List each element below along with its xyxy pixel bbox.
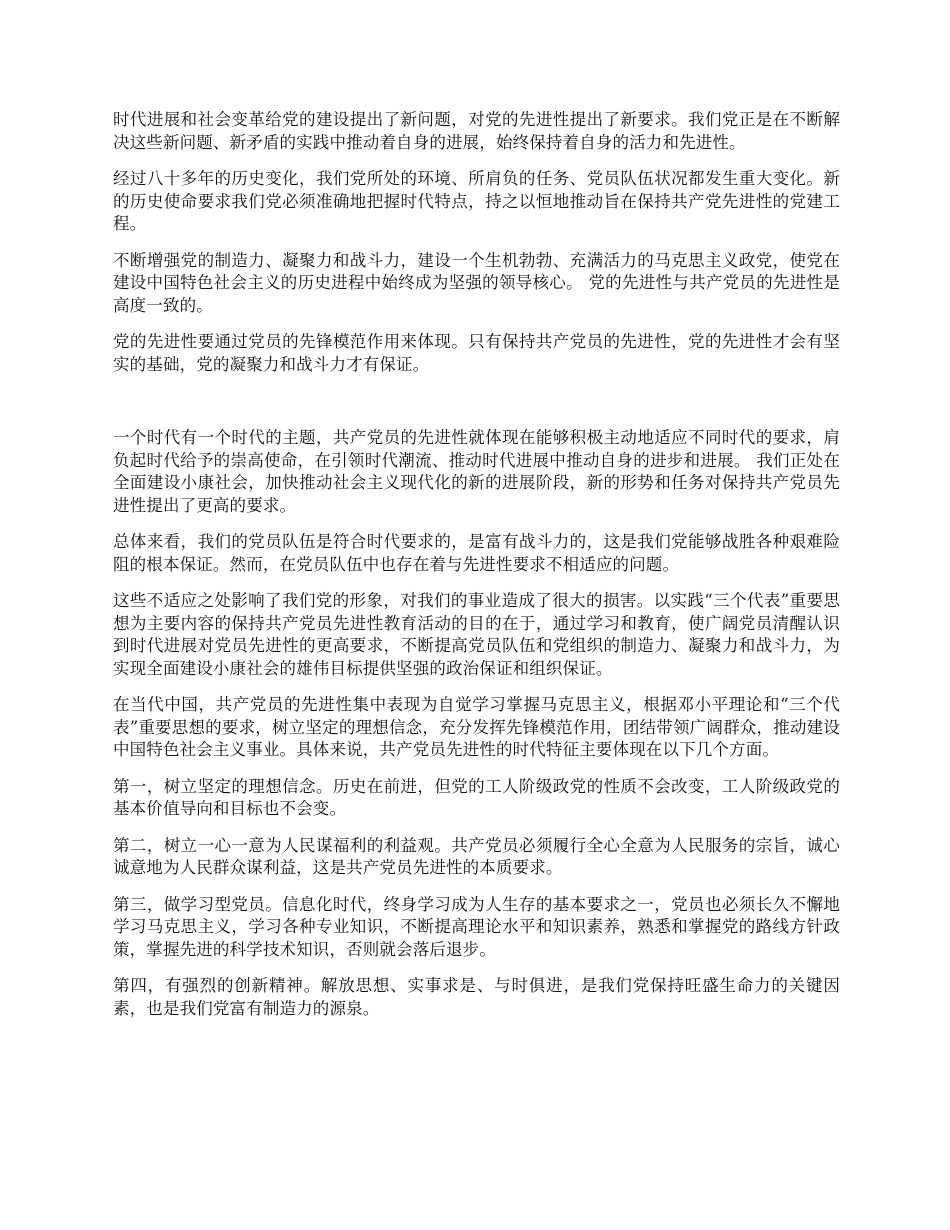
paragraph: 第一，树立坚定的理想信念。历史在前进，但党的工人阶级政党的性质不会改变，工人阶级政党的基本价值导向和目标也不会变。 bbox=[113, 776, 840, 818]
paragraph: 这些不适应之处影响了我们党的形象，对我们的事业造成了很大的损害。以实践“三个代表”重要思想为主要内容的保持共产党员先进性教育活动的目的在于，通过学习和教育，使广阔党员清醒认识到时代进展对党员先进性的更高要求，不断提高党员队伍和党组织的制造力、凝聚力和战斗力，为实现全面建设小康社会的雄伟目标提供坚强的政治保证和组织保证。 bbox=[113, 591, 840, 678]
paragraph: 一个时代有一个时代的主题，共产党员的先进性就体现在能够积极主动地适应不同时代的要求，肩负起时代给予的崇高使命，在引领时代潮流、推动时代进展中推动自身的进步和进展。 我们正处在全面建设小康社会，加快推动社会主义现代化的新的进展阶段，新的形势和任务对保持共产党员先进性提出了更高的要求。 bbox=[113, 428, 840, 515]
paragraph: 经过八十多年的历史变化，我们党所处的环境、所肩负的任务、党员队伍状况都发生重大变化。新的历史使命要求我们党必须准确地把握时代特点，持之以恒地推动旨在保持共产党先进性的党建工程。 bbox=[113, 169, 840, 233]
paragraph: 在当代中国，共产党员的先进性集中表现为自觉学习掌握马克思主义，根据邓小平理论和“三个代表”重要思想的要求，树立坚定的理想信念，充分发挥先锋模范作用，团结带领广阔群众，推动建设中国特色社会主义事业。具体来说，共产党员先进性的时代特征主要体现在以下几个方面。 bbox=[113, 695, 840, 759]
paragraph: 第二，树立一心一意为人民谋福利的利益观。共产党员必须履行全心全意为人民服务的宗旨，诚心诚意地为人民群众谋利益，这是共产党员先进性的本质要求。 bbox=[113, 835, 840, 877]
paragraph: 第四，有强烈的创新精神。解放思想、实事求是、与时俱进，是我们党保持旺盛生命力的关键因素，也是我们党富有制造力的源泉。 bbox=[113, 976, 840, 1018]
paragraph: 总体来看，我们的党员队伍是符合时代要求的，是富有战斗力的，这是我们党能够战胜各种艰难险阻的根本保证。然而，在党员队伍中也存在着与先进性要求不相适应的问题。 bbox=[113, 532, 840, 574]
document-body bbox=[113, 109, 840, 1034]
paragraph: 不断增强党的制造力、凝聚力和战斗力，建设一个生机勃勃、充满活力的马克思主义政党，使党在建设中国特色社会主义的历史进程中始终成为坚强的领导核心。 党的先进性与共产党员的先进性是高度一致的。 bbox=[113, 250, 840, 315]
section-spacer bbox=[113, 390, 840, 427]
paragraph: 党的先进性要通过党员的先锋模范作用来体现。只有保持共产党员的先进性，党的先进性才会有坚实的基础，党的凝聚力和战斗力才有保证。 bbox=[113, 332, 840, 374]
paragraph: 时代进展和社会变革给党的建设提出了新问题，对党的先进性提出了新要求。我们党正是在不断解决这些新问题、新矛盾的实践中推动着自身的进展，始终保持着自身的活力和先进性。 bbox=[113, 110, 840, 152]
paragraph: 第三，做学习型党员。信息化时代，终身学习成为人生存的基本要求之一，党员也必须长久不懈地学习马克思主义，学习各种专业知识，不断提高理论水平和知识素养，熟悉和掌握党的路线方针政策，掌握先进的科学技术知识，否则就会落后退步。 bbox=[113, 894, 840, 959]
